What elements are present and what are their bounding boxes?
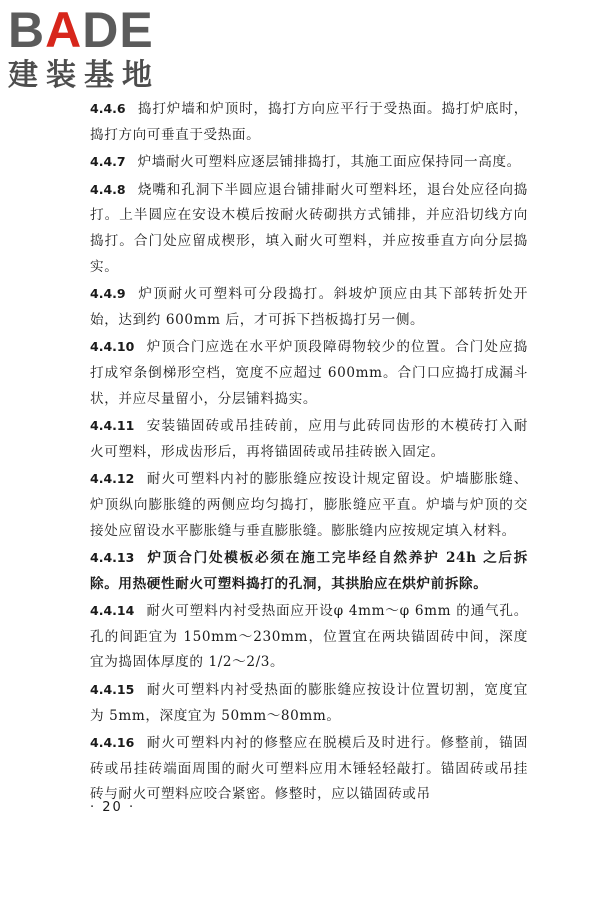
clause-number: 4.4.14 — [90, 603, 135, 619]
clause-text: 耐火可塑料内衬受热面的膨胀缝应按设计位置切割，宽度宜为 5mm，深度宜为 50mm～80mm。 — [90, 682, 528, 724]
clause-number: 4.4.15 — [90, 682, 135, 698]
logo-letter-d: D — [82, 2, 120, 58]
clause-text: 炉墙耐火可塑料应逐层铺排捣打，其施工面应保持同一高度。 — [137, 154, 521, 171]
clause-number: 4.4.8 — [90, 181, 126, 197]
clause-text: 耐火可塑料内衬的修整应在脱模后及时进行。修整前，锚固砖或吊挂砖端面周围的耐火可塑料应用木锤轻轻敲打。锚固砖或吊挂砖与耐火可塑料应咬合紧密。修整时，应以锚固砖或吊 — [90, 735, 528, 803]
clause-4-4-7 — [90, 149, 528, 176]
clause-4-4-16 — [90, 730, 528, 808]
clause-4-4-15 — [90, 677, 528, 729]
logo-wordmark — [8, 4, 178, 56]
document-body — [90, 96, 528, 809]
clause-4-4-9 — [90, 281, 528, 333]
clause-text: 炉顶合门应选在水平炉顶段障碍物较少的位置。合门处应捣打成窄条倒梯形空档，宽度不应超过 600mm。合门口应捣打成漏斗状，并应尽量留小，分层铺料捣实。 — [90, 339, 528, 407]
logo-subtitle: 建装基地 — [8, 58, 160, 93]
bade-logo — [8, 4, 178, 94]
logo-letter-e: E — [119, 2, 154, 58]
clause-number: 4.4.12 — [90, 471, 135, 487]
clause-number: 4.4.16 — [90, 735, 135, 751]
clause-text: 耐火可塑料内衬的膨胀缝应按设计规定留设。炉墙膨胀缝、炉顶纵向膨胀缝的两侧应均匀捣打，膨胀缝应平直。炉墙与炉顶的交接处应留设水平膨胀缝与垂直膨胀缝。膨胀缝内应按规定填入材料。 — [90, 471, 528, 539]
clause-number: 4.4.9 — [90, 286, 126, 302]
clause-4-4-13 — [90, 545, 528, 597]
clause-text: 炉顶合门处模板必须在施工完毕经自然养护 24h 之后拆除。用热硬性耐火可塑料捣打的孔洞，其拱胎应在烘炉前拆除。 — [90, 550, 528, 592]
logo-letter-a: A — [45, 2, 83, 58]
logo-letter-b: B — [8, 2, 46, 58]
clause-4-4-8 — [90, 177, 528, 280]
clause-text: 炉顶耐火可塑料可分段捣打。斜坡炉顶应由其下部转折处开始，达到约 600mm 后，才可拆下挡板捣打另一侧。 — [90, 286, 528, 328]
clause-text: 烧嘴和孔洞下半圆应退台铺排耐火可塑料坯，退台处应径向捣打。上半圆应在安设木模后按耐火砖砌拱方式铺排，并应沿切线方向捣打。合门处应留成楔形，填入耐火可塑料，并应按垂直方向分层捣实。 — [90, 181, 528, 275]
clause-4-4-12 — [90, 466, 528, 544]
clause-number: 4.4.13 — [90, 550, 135, 566]
page-number: · 20 · — [90, 800, 136, 815]
clause-4-4-11 — [90, 413, 528, 465]
clause-4-4-14 — [90, 598, 528, 676]
clause-number: 4.4.11 — [90, 418, 135, 434]
clause-number: 4.4.7 — [90, 154, 126, 170]
clause-text: 耐火可塑料内衬受热面应开设φ 4mm～φ 6mm 的通气孔。孔的间距宜为 150mm～230mm，位置宜在两块锚固砖中间，深度宜为捣固体厚度的 1/2～2/3。 — [90, 603, 528, 671]
clause-text: 安装锚固砖或吊挂砖前，应用与此砖同齿形的木模砖打入耐火可塑料，形成齿形后，再将锚固砖或吊挂砖嵌入固定。 — [90, 418, 528, 460]
clause-number: 4.4.6 — [90, 101, 126, 116]
clause-4-4-6 — [90, 96, 528, 148]
clause-number: 4.4.10 — [90, 339, 135, 355]
clause-text: 捣打炉墙和炉顶时，捣打方向应平行于受热面。捣打炉底时，捣打方向可垂直于受热面。 — [90, 101, 528, 143]
clause-4-4-10 — [90, 334, 528, 412]
